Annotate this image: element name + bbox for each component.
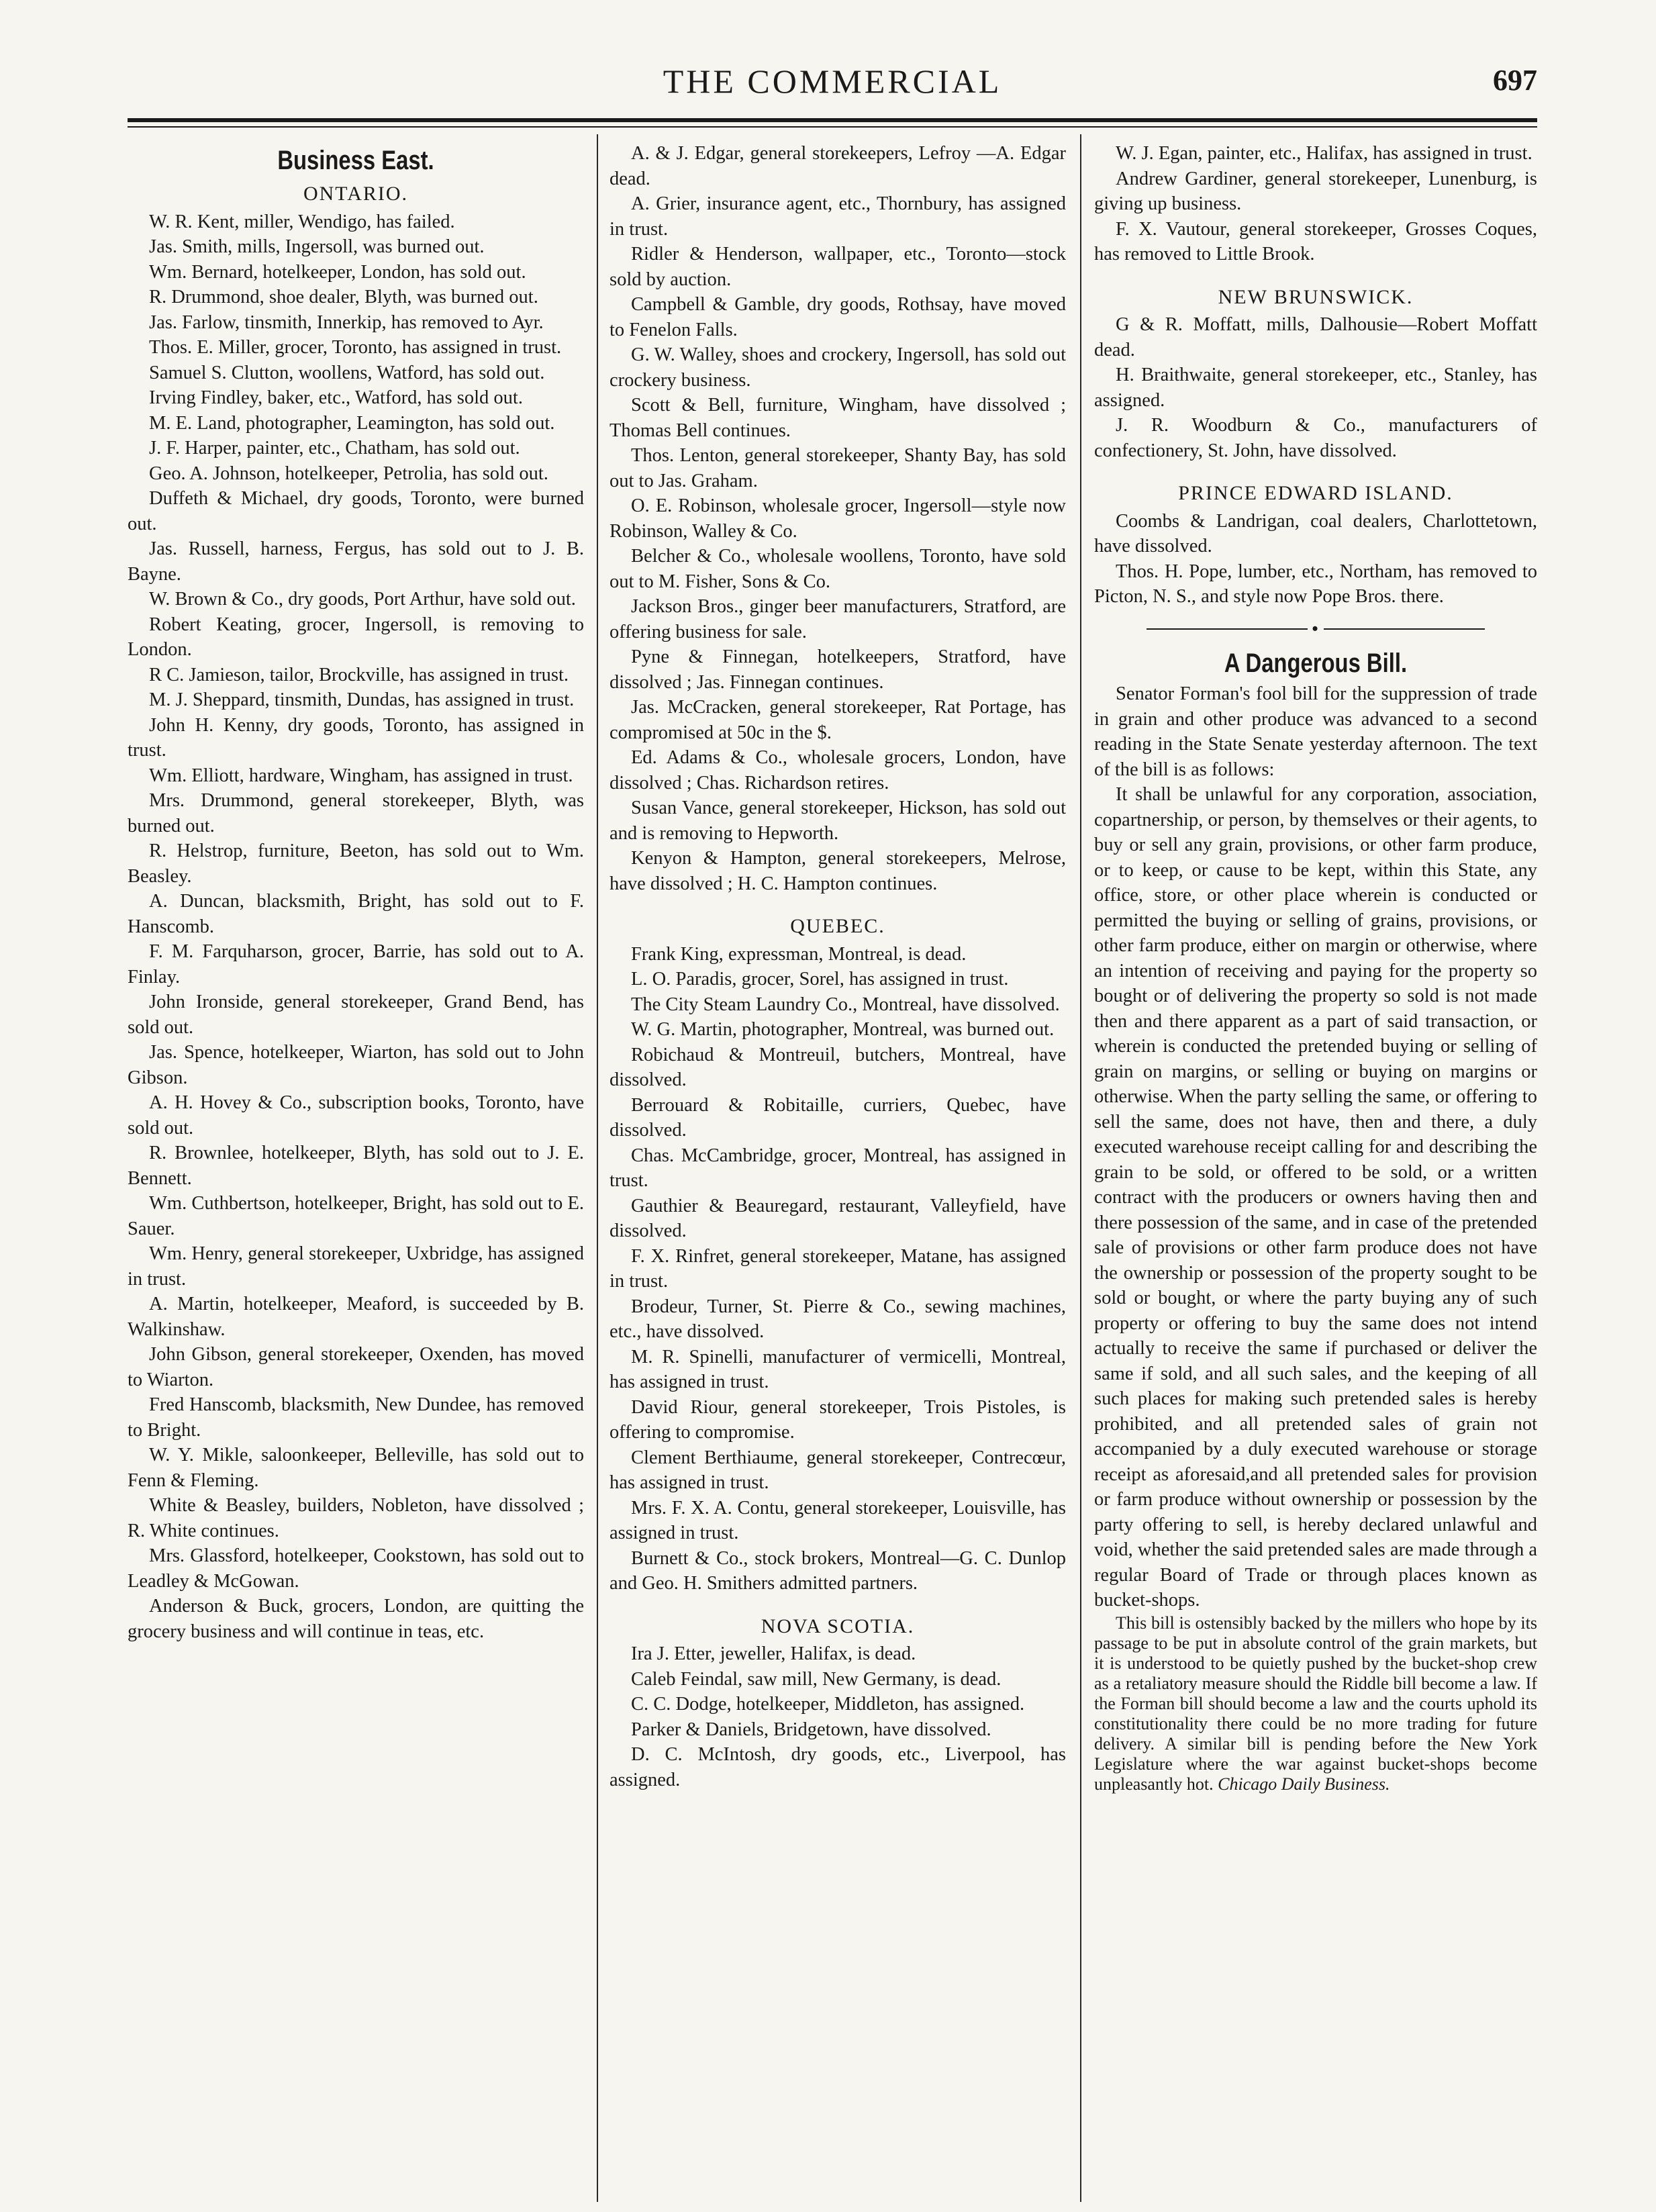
list-item: John Ironside, general storekeeper, Grand Bend, has sold out. [128, 992, 584, 1038]
page-number: 697 [1493, 64, 1537, 97]
list-item: David Riour, general storekeeper, Trois Pistoles, is offering to compromise. [610, 1396, 1066, 1443]
list-item: Jas. McCracken, general storekeeper, Rat Portage, has compromised at 50c in the $. [610, 697, 1066, 743]
list-item: J. R. Woodburn & Co., manufacturers of confectionery, St. John, have dissolved. [1094, 415, 1537, 461]
list-item: Susan Vance, general storekeeper, Hickson, has sold out and is removing to Hepworth. [610, 798, 1066, 844]
list-item: White & Beasley, builders, Nobleton, have dissolved ; R. White continues. [128, 1495, 584, 1541]
list-item: Wm. Cuthbertson, hotelkeeper, Bright, has sold out to E. Sauer. [128, 1193, 584, 1239]
list-item: John Gibson, general storekeeper, Oxenden, has moved to Wiarton. [128, 1344, 584, 1390]
article-source: Chicago Daily Business. [1218, 1774, 1390, 1794]
section-title-business-east: Business East. [277, 146, 434, 175]
province-heading-quebec: QUEBEC. [790, 915, 885, 937]
newspaper-title: THE COMMERCIAL [663, 62, 1002, 100]
column-1 [128, 141, 584, 2182]
new-brunswick-entries [1094, 312, 1537, 463]
list-item: Clement Berthiaume, general storekeeper, Contrecœur, has assigned in trust. [610, 1447, 1066, 1493]
list-item: A. Grier, insurance agent, etc., Thornbury, has assigned in trust. [610, 193, 1066, 240]
list-item: L. O. Paradis, grocer, Sorel, has assigned in trust. [631, 969, 1009, 990]
list-item: Ira J. Etter, jeweller, Halifax, is dead. [631, 1643, 916, 1664]
list-item: Jackson Bros., ginger beer manufacturers, Stratford, are offering business for sale. [610, 596, 1066, 642]
list-item: Jas. Smith, mills, Ingersoll, was burned out. [149, 236, 485, 257]
list-item: G & R. Moffatt, mills, Dalhousie—Robert Moffatt dead. [1094, 314, 1537, 360]
nova-scotia-entries-part2 [1094, 141, 1537, 267]
list-item: A. & J. Edgar, general storekeepers, Lefroy —A. Edgar dead. [610, 143, 1066, 189]
list-item: Kenyon & Hampton, general storekeepers, Melrose, have dissolved ; H. C. Hampton continues. [610, 848, 1066, 894]
list-item: Thos. E. Miller, grocer, Toronto, has assigned in trust. [149, 337, 562, 358]
list-item: Wm. Elliott, hardware, Wingham, has assigned in trust. [149, 765, 573, 786]
list-item: Thos. H. Pope, lumber, etc., Northam, has removed to Picton, N. S., and style now Pope Bros. there. [1094, 561, 1537, 607]
list-item: Jas. Russell, harness, Fergus, has sold out to J. B. Bayne. [128, 538, 584, 585]
list-item: Wm. Bernard, hotelkeeper, London, has sold out. [149, 261, 526, 283]
list-item: A. H. Hovey & Co., subscription books, Toronto, have sold out. [128, 1092, 584, 1139]
list-item: Robert Keating, grocer, Ingersoll, is removing to London. [128, 614, 584, 660]
list-item: Fred Hanscomb, blacksmith, New Dundee, has removed to Bright. [128, 1394, 584, 1441]
list-item: Berrouard & Robitaille, curriers, Quebec, have dissolved. [610, 1094, 1066, 1141]
list-item: Parker & Daniels, Bridgetown, have dissolved. [631, 1719, 991, 1740]
list-item: F. X. Vautour, general storekeeper, Grosses Coques, has removed to Little Brook. [1094, 218, 1537, 265]
list-item: O. E. Robinson, wholesale grocer, Ingersoll—style now Robinson, Walley & Co. [610, 495, 1066, 542]
list-item: C. C. Dodge, hotelkeeper, Middleton, has assigned. [631, 1694, 1025, 1715]
list-item: Ed. Adams & Co., wholesale grocers, London, have dissolved ; Chas. Richardson retires. [610, 747, 1066, 794]
column-2 [610, 141, 1066, 2182]
list-item: W. Y. Mikle, saloonkeeper, Belleville, has sold out to Fenn & Fleming. [128, 1445, 584, 1491]
list-item: D. C. McIntosh, dry goods, etc., Liverpool, has assigned. [610, 1744, 1066, 1790]
list-item: Frank King, expressman, Montreal, is dead. [631, 943, 967, 965]
list-item: Samuel S. Clutton, woollens, Watford, has sold out. [149, 362, 545, 383]
list-item: R. Helstrop, furniture, Beeton, has sold out to Wm. Beasley. [128, 840, 584, 887]
list-item: Wm. Henry, general storekeeper, Uxbridge, has assigned in trust. [128, 1243, 584, 1290]
list-item: Caleb Feindal, saw mill, New Germany, is dead. [631, 1668, 1002, 1690]
section-divider-ornament: • [1094, 615, 1537, 642]
article-intro: Senator Forman's fool bill for the suppression of trade in grain and other produce was advanced to a second reading in the State Senate yesterday afternoon. The text of the bill is as follows: [1094, 683, 1537, 780]
list-item: Brodeur, Turner, St. Pierre & Co., sewing machines, etc., have dissolved. [610, 1296, 1066, 1342]
list-item: W. R. Kent, miller, Wendigo, has failed. [149, 211, 455, 232]
list-item: Pyne & Finnegan, hotelkeepers, Stratford, have dissolved ; Jas. Finnegan continues. [610, 646, 1066, 693]
list-item: John H. Kenny, dry goods, Toronto, has assigned in trust. [128, 714, 584, 761]
list-item: Jas. Spence, hotelkeeper, Wiarton, has sold out to John Gibson. [128, 1042, 584, 1088]
commentary-text: This bill is ostensibly backed by the millers who hope by its passage to be put in absolute control of the grain markets, but it is understood to be quietly pushed by the bucket-shop crew as a retaliatory measure should the Riddle bill become a law. If the Forman bill should become a law and the courts uphold its constitutionality there could be no more trading for future delivery. A similar bill is pending before the New York Legislature where the war against bucket-shops become unpleasantly hot. [1094, 1613, 1537, 1794]
list-item: Campbell & Gamble, dry goods, Rothsay, have moved to Fenelon Falls. [610, 294, 1066, 340]
list-item: Andrew Gardiner, general storekeeper, Lunenburg, is giving up business. [1094, 168, 1537, 214]
list-item: Ridler & Henderson, wallpaper, etc., Toronto—stock sold by auction. [610, 244, 1066, 290]
nova-scotia-entries-part1 [610, 1641, 1066, 1792]
list-item: W. G. Martin, photographer, Montreal, was burned out. [631, 1019, 1055, 1040]
list-item: Chas. McCambridge, grocer, Montreal, has assigned in trust. [610, 1145, 1066, 1191]
ontario-entries-part1 [128, 209, 584, 1645]
list-item: M. E. Land, photographer, Leamington, has sold out. [149, 412, 555, 434]
list-item: J. F. Harper, painter, etc., Chatham, has sold out. [149, 438, 520, 459]
article-title-dangerous-bill: A Dangerous Bill. [1224, 648, 1408, 679]
list-item: R. Drummond, shoe dealer, Blyth, was burned out. [149, 287, 538, 307]
pei-entries [1094, 509, 1537, 610]
article-commentary [1094, 1613, 1537, 1794]
list-item: W. J. Egan, painter, etc., Halifax, has assigned in trust. [1116, 143, 1532, 164]
list-item: Coombs & Landrigan, coal dealers, Charlottetown, have dissolved. [1094, 510, 1537, 557]
list-item: W. Brown & Co., dry goods, Port Arthur, have sold out. [149, 589, 576, 610]
list-item: Mrs. Glassford, hotelkeeper, Cookstown, has sold out to Leadley & McGowan. [128, 1545, 584, 1592]
list-item: R. Brownlee, hotelkeeper, Blyth, has sold out to J. E. Bennett. [128, 1143, 584, 1189]
masthead-rule-thick [128, 118, 1537, 122]
masthead-rule-thin [128, 126, 1537, 128]
column-3 [1094, 141, 1537, 2182]
column-divider [1080, 134, 1081, 2202]
province-heading-nova-scotia: NOVA SCOTIA. [761, 1615, 915, 1637]
quebec-entries [610, 942, 1066, 1596]
list-item: M. R. Spinelli, manufacturer of vermicelli, Montreal, has assigned in trust. [610, 1346, 1066, 1392]
list-item: F. M. Farquharson, grocer, Barrie, has sold out to A. Finlay. [128, 941, 584, 988]
list-item: H. Braithwaite, general storekeeper, etc., Stanley, has assigned. [1094, 365, 1537, 411]
province-heading-ontario: ONTARIO. [303, 183, 409, 205]
ontario-entries-part2 [610, 141, 1066, 896]
list-item: Jas. Farlow, tinsmith, Innerkip, has removed to Ayr. [149, 311, 544, 333]
list-item: F. X. Rinfret, general storekeeper, Matane, has assigned in trust. [610, 1245, 1066, 1292]
list-item: Anderson & Buck, grocers, London, are quitting the grocery business and will continue in teas, etc. [128, 1596, 584, 1642]
masthead [128, 62, 1537, 109]
list-item: M. J. Sheppard, tinsmith, Dundas, has assigned in trust. [149, 689, 575, 710]
list-item: Mrs. Drummond, general storekeeper, Blyth, was burned out. [128, 790, 584, 836]
list-item: Mrs. F. X. A. Contu, general storekeeper, Louisville, has assigned in trust. [610, 1497, 1066, 1543]
list-item: Robichaud & Montreuil, butchers, Montreal, have dissolved. [610, 1044, 1066, 1090]
list-item: Geo. A. Johnson, hotelkeeper, Petrolia, has sold out. [149, 463, 548, 484]
list-item: Thos. Lenton, general storekeeper, Shanty Bay, has sold out to Jas. Graham. [610, 445, 1066, 491]
list-item: G. W. Walley, shoes and crockery, Ingersoll, has sold out crockery business. [610, 344, 1066, 391]
list-item: Burnett & Co., stock brokers, Montreal—G. C. Dunlop and Geo. H. Smithers admitted partners. [610, 1547, 1066, 1594]
bill-text: It shall be unlawful for any corporation, association, copartnership, or person, by themselves or their agents, to buy or sell any grain, provisions, or other farm produce, or to keep, or cause to be kept, within this State, any office, store, or other place wherein is conducted or permitted the buying or selling of grains, provisions, or other farm produce, either on margin or otherwise, where an intention of receiving and paying for the property so bought or of delivering the property so sold is not made then and there apparent as a part of said transaction, or wherein is conducted the pretended buying or selling of grain on margins, or selling or buying on margins or otherwise. When the party selling the same, or offering to sell the same, does not have, then and there, a duly executed warehouse receipt calling for and describing the grain to be sold, or offered to be sold, or a written contract with the producers or owners having then and there possession of the same, and in case of the pretended sale of provisions or other farm produce does not have the ownership or possession of the property sought to be sold or bought, or where the party buying any of such property or offering to buy the same does not intend actually to receive the same if purchased or deliver the same if sold, and all such sales, and the keeping of all such places for making such pretended sales is hereby prohibited, and all pretended sales of grain not accompanied by a duly executed warehouse or storage receipt as aforesaid,and all pretended sales for provision or farm produce without ownership or possession by the party offering to sell, is hereby declared unlawful and void, whether the said pretended sales are made through a regular Board of Trade or through places known as bucket-shops. [1094, 784, 1537, 1611]
list-item: Duffeth & Michael, dry goods, Toronto, were burned out. [128, 488, 584, 534]
list-item: Irving Findley, baker, etc., Watford, has sold out. [149, 387, 523, 408]
province-heading-pei: PRINCE EDWARD ISLAND. [1178, 482, 1453, 504]
list-item: A. Duncan, blacksmith, Bright, has sold out to F. Hanscomb. [128, 891, 584, 937]
column-divider [597, 134, 598, 2202]
list-item: The City Steam Laundry Co., Montreal, have dissolved. [631, 994, 1060, 1015]
list-item: Belcher & Co., wholesale woollens, Toronto, have sold out to M. Fisher, Sons & Co. [610, 546, 1066, 592]
list-item: A. Martin, hotelkeeper, Meaford, is succeeded by B. Walkinshaw. [128, 1294, 584, 1340]
list-item: Scott & Bell, furniture, Wingham, have dissolved ; Thomas Bell continues. [610, 395, 1066, 441]
province-heading-new-brunswick: NEW BRUNSWICK. [1218, 285, 1414, 308]
list-item: R C. Jamieson, tailor, Brockville, has assigned in trust. [149, 664, 569, 685]
list-item: Gauthier & Beauregard, restaurant, Valleyfield, have dissolved. [610, 1195, 1066, 1241]
